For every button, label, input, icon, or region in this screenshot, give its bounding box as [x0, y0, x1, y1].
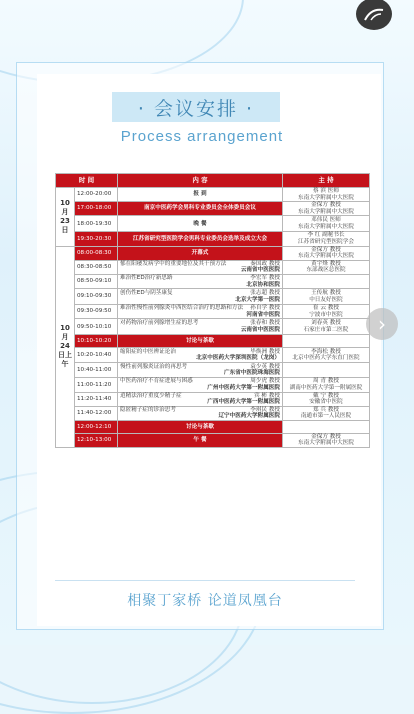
- row-host: [283, 335, 370, 348]
- row-host: [283, 363, 370, 378]
- speaker-name: 张春和 教授: [250, 320, 280, 327]
- row-content: 讨论与茶歇: [118, 335, 283, 348]
- speaker-org: 云南省中医医院: [240, 326, 280, 333]
- talk-title: 难治性慢性前列腺炎中西医结合治疗的思路和方法: [120, 305, 244, 312]
- row-content: [118, 260, 283, 274]
- row-host: [283, 274, 370, 288]
- row-content: 午 餐: [118, 433, 283, 447]
- table-row: [56, 378, 370, 392]
- divider: [55, 580, 355, 581]
- talk-title: 郁在阳痿发病学中的重要地位及其干预方法: [120, 260, 227, 267]
- row-content: [118, 348, 283, 363]
- talk-title: 逍精法治疗重度少精子症: [120, 392, 182, 399]
- row-host: 金保方 教授 东南大学附属中大医院: [283, 433, 370, 447]
- row-host: 戴 宁 教授 安徽省中医院: [283, 392, 370, 406]
- speaker-name: 毕焕洲 教授: [250, 348, 280, 355]
- speaker-name: 张志超 教授: [250, 290, 280, 297]
- footer-slogan: 相聚丁家桥 论道凤凰台: [127, 593, 283, 609]
- row-content: 讨论与茶歇: [118, 420, 283, 433]
- schedule-table: [55, 173, 370, 448]
- date-day2: 10月24日上午: [56, 246, 75, 448]
- row-content: [118, 392, 283, 406]
- row-host: 黄宇烽 教授 东部战区总医院: [283, 260, 370, 274]
- table-row: [56, 335, 370, 348]
- speaker-org: 北京中医药大学深圳医院（龙岗）: [196, 355, 280, 362]
- table-row: [56, 188, 370, 202]
- date-day1: 10月23日: [56, 188, 75, 247]
- talk-title: 创伤性ED与阴茎康复: [120, 290, 173, 297]
- row-time: 09:30-09:50: [75, 305, 118, 319]
- page-title: [112, 92, 280, 122]
- page-subtitle: Process arrangement: [120, 128, 284, 145]
- row-host: 蔡 滨 医师 东南大学附属中大医院: [283, 188, 370, 202]
- header-host: 主 持: [283, 174, 370, 188]
- row-time: 08:00-08:30: [75, 246, 118, 260]
- talk-title: 中医药治疗不育症进展与困惑: [120, 378, 193, 385]
- table-row: [56, 274, 370, 288]
- table-row: [56, 305, 370, 319]
- table-row: [56, 202, 370, 216]
- row-time: 08:30-08:50: [75, 260, 118, 274]
- row-time: 11:00-11:20: [75, 378, 118, 392]
- row-content: [118, 274, 283, 288]
- row-time: 12:00-20:00: [75, 188, 118, 202]
- header-content: 内 容: [118, 174, 283, 188]
- speaker-name: 周少虎 教授: [250, 378, 280, 385]
- talk-title: 慢性前列腺炎证治的再思考: [120, 363, 188, 370]
- header-time: 时 间: [56, 174, 118, 188]
- talk-title: 隐匿精子症的诊治思考: [120, 406, 176, 413]
- speaker-org: 河南省中医院: [246, 311, 280, 318]
- speaker-org: 广西中医药大学第一附属医院: [207, 399, 280, 406]
- speaker-name: 宾 彬 教授: [254, 392, 280, 399]
- speaker-org: 北京协和医院: [246, 281, 280, 288]
- row-content: 开幕式: [118, 246, 283, 260]
- chevron-right-icon: ›: [378, 312, 386, 336]
- row-time: 19:30-20:30: [75, 232, 118, 246]
- logo-circle-icon: [363, 6, 385, 22]
- row-host: 金保方 教授 东南大学附属中大医院: [283, 246, 370, 260]
- row-host: 周 青 教授 湖南中医药大学第一附属医院: [283, 378, 370, 392]
- row-time: 11:40-12:00: [75, 406, 118, 420]
- row-time: 10:10-10:20: [75, 335, 118, 348]
- row-host: 崔 云 教授 宁波市中医院: [283, 305, 370, 319]
- speaker-name: 李宏军 教授: [250, 274, 280, 281]
- speaker-org: 辽宁中医药大学附属医院: [218, 413, 280, 420]
- table-row: [56, 363, 370, 378]
- table-row: [56, 232, 370, 246]
- talk-title: 对药物治疗前列腺增生症的思考: [120, 320, 199, 327]
- page-title-text: · 会议安排 ·: [137, 97, 255, 120]
- row-time: 11:20-11:40: [75, 392, 118, 406]
- row-time: 17:00-18:00: [75, 202, 118, 216]
- row-content: [118, 406, 283, 420]
- row-time: 10:20-10:40: [75, 348, 118, 363]
- table-header-row: [56, 174, 370, 188]
- row-time: 12:00-12:10: [75, 420, 118, 433]
- table-row: [56, 246, 370, 260]
- table-row: [56, 392, 370, 406]
- row-time: 09:10-09:30: [75, 289, 118, 305]
- row-content: [118, 319, 283, 335]
- speaker-org: 广东省中医院珠海医院: [224, 370, 280, 377]
- row-time: 18:00-19:30: [75, 216, 118, 232]
- row-time: 12:10-13:00: [75, 433, 118, 447]
- speaker-org: 广州中医药大学第一附属医院: [207, 384, 280, 391]
- row-time: 10:40-11:00: [75, 363, 118, 378]
- table-row: [56, 319, 370, 335]
- speaker-name: 李琪民 教授: [250, 406, 280, 413]
- row-content: 报 到: [118, 188, 283, 202]
- row-host: 李海松 教授 北京中医药大学东直门医院: [283, 348, 370, 363]
- row-content: 晚 餐: [118, 216, 283, 232]
- talk-title: 难治性ED治疗新思路: [120, 274, 173, 281]
- talk-title: 缩阳症的中医辨证论治: [120, 348, 176, 355]
- table-row: [56, 260, 370, 274]
- table-row: [56, 216, 370, 232]
- row-host: 刘春英 教授 石家庄市第二医院: [283, 319, 370, 335]
- row-host: 李 红 副秘书长 江苏省研究型医院学会: [283, 232, 370, 246]
- row-content: [118, 378, 283, 392]
- speaker-name: 袁少英 教授: [250, 363, 280, 370]
- row-host: [283, 420, 370, 433]
- table-row: [56, 433, 370, 447]
- row-host: 王传航 教授 中日友好医院: [283, 289, 370, 305]
- row-content: 江苏省研究型医院学会男科专业委员会选举及成立大会: [118, 232, 283, 246]
- table-row: [56, 406, 370, 420]
- table-row: [56, 289, 370, 305]
- table-row: [56, 420, 370, 433]
- row-host: 金保方 教授 东南大学附属中大医院: [283, 202, 370, 216]
- row-content: 南京中医药学会男科专业委员会全体委员会议: [118, 202, 283, 216]
- row-host: 邓伟民 医师 东南大学附属中大医院: [283, 216, 370, 232]
- speaker-name: 秦国政 教授: [250, 260, 280, 267]
- row-time: 08:50-09:10: [75, 274, 118, 288]
- speaker-name: 孙自学 教授: [250, 305, 280, 312]
- row-content: [118, 289, 283, 305]
- next-page-button[interactable]: [366, 308, 398, 340]
- row-time: 09:50-10:10: [75, 319, 118, 335]
- speaker-org: 北京大学第一医院: [235, 296, 280, 303]
- row-host: 郑 兵 教授 南通市第一人民医院: [283, 406, 370, 420]
- table-row: [56, 348, 370, 363]
- speaker-org: 云南省中医医院: [240, 267, 280, 274]
- row-content: [118, 305, 283, 319]
- row-content: [118, 363, 283, 378]
